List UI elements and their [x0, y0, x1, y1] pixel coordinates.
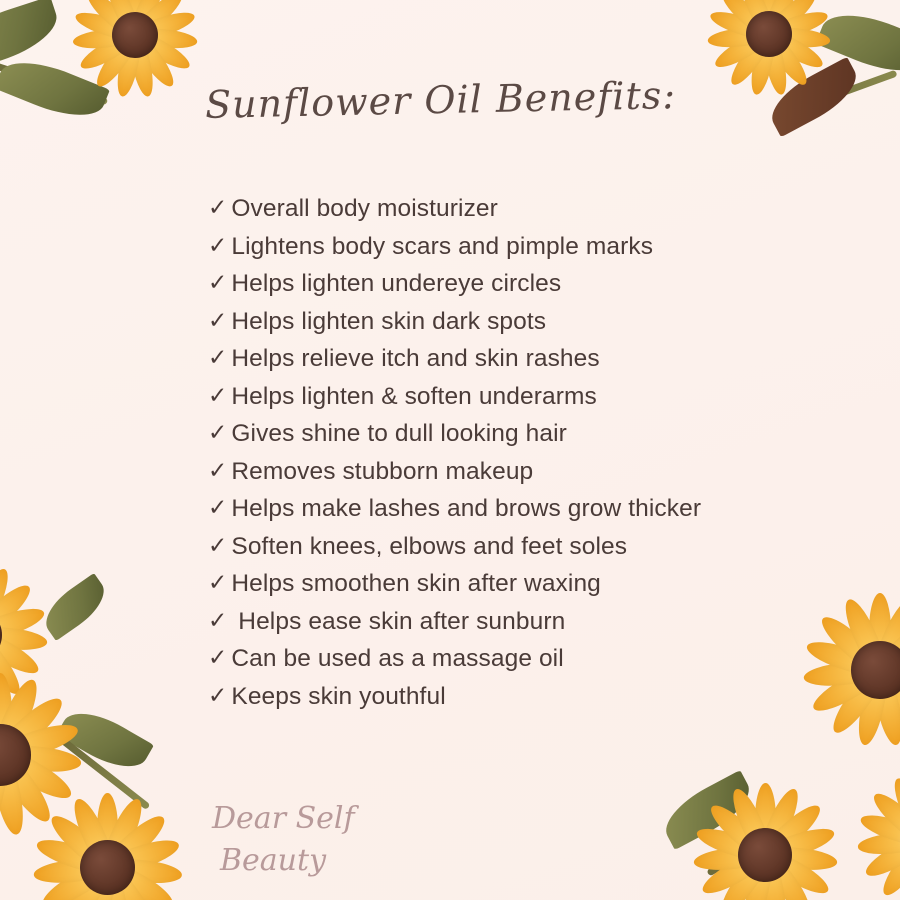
stem — [706, 810, 813, 876]
benefit-text: Soften knees, elbows and feet soles — [231, 532, 628, 560]
leaf — [0, 49, 110, 128]
sunflower-top-left — [0, 0, 220, 190]
benefit-text: Helps make lashes and brows grow thicker — [231, 495, 702, 522]
flower-center — [851, 641, 900, 699]
benefit-text: Helps lighten undereye circles — [231, 270, 562, 297]
benefit-item — [208, 640, 768, 678]
leaf — [656, 770, 759, 850]
stem — [0, 62, 108, 106]
benefit-item — [208, 303, 768, 341]
petals — [690, 780, 840, 900]
benefit-text: Lightens body scars and pimple marks — [231, 232, 654, 260]
check-icon: ✓ — [208, 194, 228, 220]
page-title: Sunflower Oil Benefits: — [204, 73, 677, 127]
benefit-text: Helps lighten skin dark spots — [231, 307, 547, 335]
check-icon: ✓ — [208, 494, 228, 520]
benefit-text: Gives shine to dull looking hair — [231, 420, 567, 447]
benefit-text: Removes stubborn makeup — [231, 457, 534, 485]
benefit-text: Keeps skin youthful — [231, 682, 446, 710]
benefit-text: Overall body moisturizer — [231, 195, 498, 222]
benefit-item — [208, 678, 768, 716]
leaf — [56, 700, 154, 780]
benefit-item — [208, 228, 768, 266]
sunflower-head — [70, 0, 200, 100]
petals — [705, 0, 833, 98]
benefit-text: Helps smoothen skin after waxing — [231, 570, 601, 597]
leaf — [762, 57, 866, 137]
petals — [0, 670, 85, 840]
signature-line-1: Dear Self — [212, 801, 355, 836]
benefit-item — [208, 453, 768, 491]
check-icon: ✓ — [208, 606, 228, 633]
flower-center — [112, 12, 159, 59]
petals — [855, 770, 900, 900]
sunflower-head — [0, 670, 85, 840]
benefit-item — [208, 565, 768, 603]
flower-center — [746, 11, 792, 57]
check-icon: ✓ — [208, 306, 228, 333]
check-icon: ✓ — [208, 269, 228, 295]
sunflower-head — [705, 0, 833, 98]
sunflower-head — [30, 790, 185, 900]
benefit-text: Helps ease skin after sunburn — [231, 607, 566, 635]
stem — [782, 70, 897, 118]
check-icon: ✓ — [208, 344, 228, 370]
petals — [70, 0, 200, 100]
check-icon: ✓ — [208, 456, 228, 483]
benefit-item — [208, 190, 768, 228]
check-icon: ✓ — [208, 681, 228, 708]
check-icon: ✓ — [208, 531, 228, 558]
sunflower-head — [855, 770, 900, 900]
check-icon: ✓ — [208, 381, 228, 408]
sunflower-head — [690, 780, 840, 900]
flower-center — [80, 840, 136, 896]
benefit-text: Can be used as a massage oil — [231, 645, 564, 672]
leaf — [815, 1, 900, 85]
stem — [60, 737, 151, 810]
petals — [800, 590, 900, 750]
check-icon: ✓ — [208, 231, 228, 258]
sunflower-head — [0, 560, 50, 710]
benefit-item — [208, 528, 768, 566]
sunflower-top-right — [670, 0, 900, 205]
check-icon: ✓ — [208, 419, 228, 445]
check-icon: ✓ — [208, 569, 228, 595]
benefit-item — [208, 340, 768, 378]
flower-center — [0, 608, 2, 662]
sunflower-head — [800, 590, 900, 750]
flower-center — [738, 828, 792, 882]
benefits-list — [208, 190, 768, 715]
leaf — [37, 573, 114, 641]
benefit-text: Helps relieve itch and skin rashes — [231, 345, 600, 372]
check-icon: ✓ — [208, 644, 228, 670]
benefit-item — [208, 603, 768, 641]
petals — [30, 790, 185, 900]
leaf — [0, 0, 64, 74]
benefit-item — [208, 265, 768, 303]
benefit-item — [208, 415, 768, 453]
signature-line-2: Beauty — [220, 843, 327, 878]
benefit-text: Helps lighten & soften underarms — [231, 382, 597, 410]
petals — [0, 560, 50, 710]
benefit-item — [208, 490, 768, 528]
brand-signature — [212, 798, 355, 882]
benefit-item — [208, 378, 768, 416]
flower-center — [0, 724, 31, 785]
